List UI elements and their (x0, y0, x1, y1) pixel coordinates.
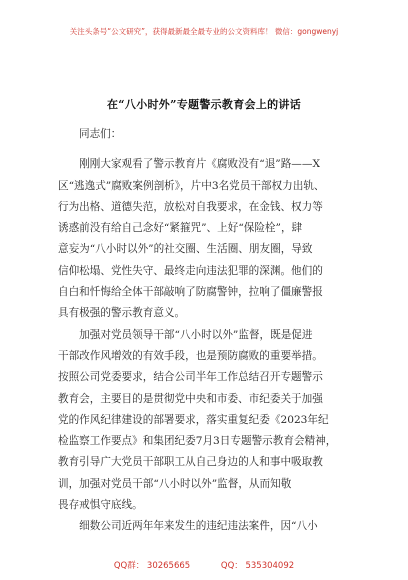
body-line: 党的作风纪律建设的部署要求，落实重复纪委《2023年纪 (58, 413, 329, 426)
body-line: 诱惑前没有给自己念好“紧箍咒”、上好“保险栓”，肆 (58, 222, 303, 235)
body-line: 刚刚大家观看了警示教育片《腐败没有“退”路——X (58, 158, 321, 171)
body-line: 训，加强对党员干部“八小时以外”监督，从而知敬 (58, 477, 292, 490)
header-note: 关注头条号“公文研究”，获得最新最全最专业的公文资料库！ 微信：gongwenyj (69, 27, 339, 36)
body-line: 教育会，主要目的是贯彻党中央和市委、市纪委关于加强 (58, 392, 323, 405)
body-line: 教育引导广大党员干部职工从自己身边的人和事中吸取教 (58, 456, 323, 469)
footer-qq: QQ： 535304092 (220, 561, 295, 571)
document-title: 在“八小时外”专题警示教育会上的讲话 (106, 98, 302, 111)
footer-contact (0, 559, 408, 571)
body-line: 行为出格、道德失范，放松对自我要求，在金钱、权力等 (58, 200, 323, 213)
body-line: 自白和忏悔给全体干部敲响了防腐警钟，拉响了僵廉警报 (58, 286, 323, 299)
salutation: 同志们： (79, 128, 122, 140)
body-line: 信仰松塌、党性失守、最终走向违法犯罪的深渊。他们的 (58, 264, 323, 277)
body-line: 按照公司党委要求，结合公司半年工作总结召开专题警示 (58, 371, 323, 384)
footer-qq-group: QQ群： 30265665 (113, 561, 191, 571)
body-line: 畏存戒惧守底线。 (58, 499, 143, 512)
body-line: 干部改作风增效的有效手段，也是预防腐败的重要举措。 (58, 349, 323, 362)
body-line: 细数公司近两年年来发生的违纪违法案件，因“八小 (58, 520, 318, 533)
body-line: 加强对党员领导干部“八小时以外”监督，既是促进 (58, 328, 313, 341)
body-line: 检监察工作要点》和集团纪委7月3日专题警示教育会精神， (58, 435, 337, 448)
document-body (58, 124, 356, 538)
body-line: 区“逃逸式”腐败案例剖析》，片中3名党员干部权力出轨、 (58, 179, 325, 192)
body-line: 具有极强的警示教育意义。 (58, 307, 186, 320)
body-line: 意妄为“八小时以外”的社交圈、生活圈、朋友圈，导致 (58, 243, 313, 256)
